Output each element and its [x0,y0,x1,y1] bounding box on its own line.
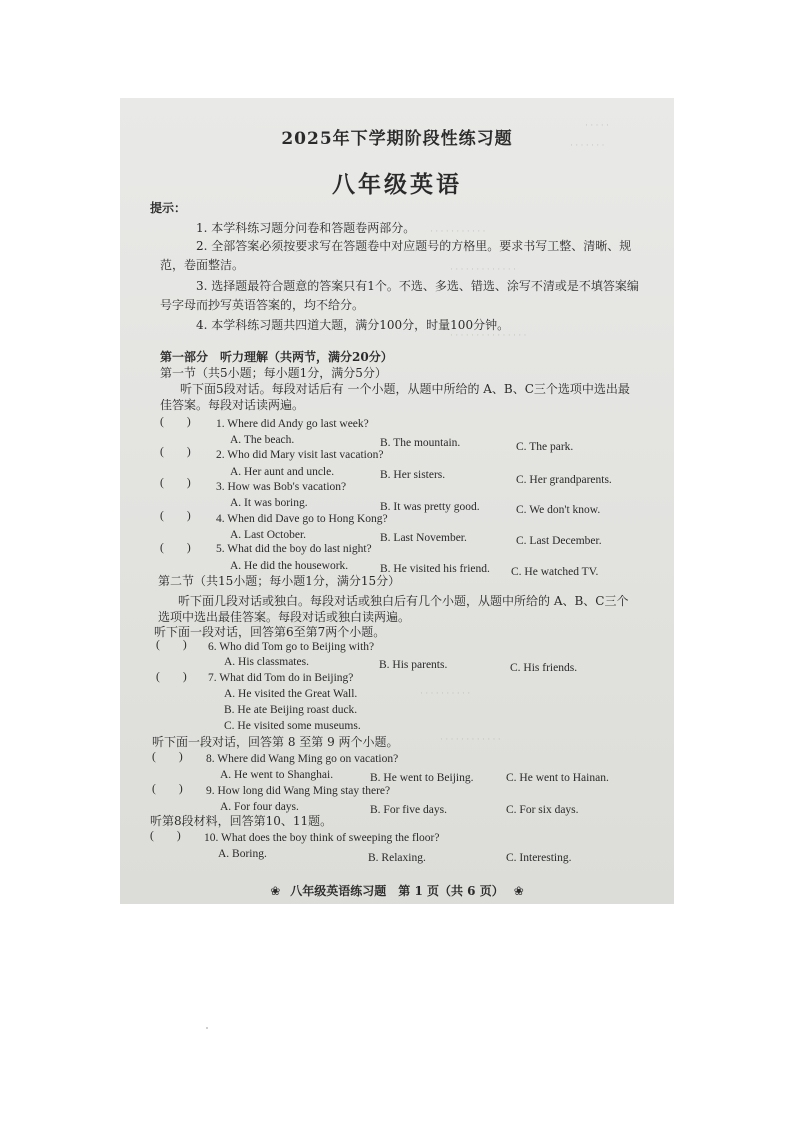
show-through-text: · · · · · · · · · · · [430,226,486,236]
option-a: A. The beach. [230,434,295,446]
question-text: 6. Who did Tom go to Beijing with? [208,641,375,653]
option-b: B. Relaxing. [368,852,426,864]
exam-page [120,98,674,904]
exam-title: 2025年下学期阶段性练习题 [281,129,513,149]
question-text: 4. When did Dave go to Hong Kong? [216,513,388,525]
option-a: A. Last October. [230,529,307,541]
answer-blank: ( ) [156,671,187,683]
question-text: 7. What did Tom do in Beijing? [208,672,354,684]
option-b: B. He visited his friend. [380,563,490,575]
question-text: 8. Where did Wang Ming go on vacation? [206,753,399,765]
tip-line: 4. 本学科练习题共四道大题，满分100分，时量100分钟。 [196,318,510,332]
option-c: C. For six days. [506,804,579,816]
answer-blank: ( ) [160,542,191,554]
option-b: B. His parents. [379,659,448,671]
option-c: C. He went to Hainan. [506,772,609,784]
page-footer [120,882,674,899]
question-text: 3. How was Bob's vacation? [216,481,347,493]
question-text: 5. What did the boy do last night? [216,543,372,555]
answer-blank: ( ) [160,446,191,458]
option-a: A. His classmates. [224,656,309,668]
question-text: 9. How long did Wang Ming stay there? [206,785,391,797]
option-c: C. He visited some museums. [224,720,361,732]
answer-blank: ( ) [152,751,183,763]
answer-blank: ( ) [156,639,187,651]
option-c: C. He watched TV. [511,566,599,578]
question-text: 1. Where did Andy go last week? [216,418,369,430]
tip-line: 2. 全部答案必须按要求写在答题卷中对应题号的方格里。要求书写工整、清晰、规 [196,239,632,253]
option-b: B. He ate Beijing roast duck. [224,704,358,716]
option-a: A. It was boring. [230,497,308,509]
tip-line: 号字母而抄写英语答案的，均不给分。 [160,298,365,312]
option-a: A. He visited the Great Wall. [224,688,358,700]
listening-instruction: 听下面一段对话，回答第 8 至第 9 两个小题。 [152,735,399,749]
option-b: B. He went to Beijing. [370,772,474,784]
answer-blank: ( ) [150,830,181,842]
question-text: 2. Who did Mary visit last vacation? [216,449,384,461]
answer-blank: ( ) [160,477,191,489]
tip-line: 1. 本学科练习题分问卷和答题卷两部分。 [196,221,416,235]
option-b: B. The mountain. [380,437,461,449]
flower-ornament-icon: ❀ [513,884,524,898]
tips-heading: 提示： [150,201,187,215]
option-c: C. Her grandparents. [516,474,612,486]
answer-blank: ( ) [152,783,183,795]
option-c: C. The park. [516,441,574,453]
option-b: B. For five days. [370,804,447,816]
option-c: C. We don't know. [516,504,601,516]
section-heading: 第一节（共5小题；每小题1分，满分5分） [160,366,387,380]
option-a: A. He did the housework. [230,560,349,572]
section-instruction: 佳答案。每段对话读两遍。 [160,398,305,412]
answer-blank: ( ) [160,510,191,522]
option-c: C. His friends. [510,662,578,674]
option-b: B. Last November. [380,532,467,544]
option-a: A. He went to Shanghai. [220,769,334,781]
listening-instruction: 听第8段材料，回答第10、11题。 [150,814,333,828]
show-through-text: · · · · · · · · · · [420,688,471,698]
option-a: A. Boring. [218,848,267,860]
section-instruction: 听下面几段对话或独白。每段对话或独白后有几个小题，从题中所给的 A、B、C三个 [178,594,629,608]
section-heading: 第二节（共15小题；每小题1分，满分15分） [158,574,401,588]
show-through-text: · · · · · · · · · · · · · [450,264,516,274]
listening-instruction: 听下面一段对话，回答第6至第7两个小题。 [154,625,386,639]
option-b: B. It was pretty good. [380,501,480,513]
section-instruction: 听下面5段对话。每段对话后有 一个小题，从题中所给的 A、B、C三个选项中选出最 [180,382,630,396]
tip-line: 范，卷面整洁。 [160,258,245,272]
speck [206,1027,208,1029]
exam-subtitle: 八年级英语 [332,171,462,198]
show-through-text: · · · · · [585,120,609,130]
option-b: B. Her sisters. [380,469,446,481]
flower-ornament-icon: ❀ [270,884,281,898]
show-through-text: · · · · · · · [570,140,605,150]
option-c: C. Interesting. [506,852,572,864]
answer-blank: ( ) [160,416,191,428]
section-instruction: 选项中选出最佳答案。每段对话或独白读两遍。 [158,610,411,624]
show-through-text: · · · · · · · · · · · · [440,734,501,744]
footer-text: 八年级英语练习题 第 1 页（共 6 页） [290,884,504,898]
tip-line: 3. 选择题最符合题意的答案只有1个。不选、多选、错选、涂写不清或是不填答案编 [196,279,639,293]
question-text: 10. What does the boy think of sweeping the floor? [204,832,440,844]
option-a: A. For four days. [220,801,299,813]
option-a: A. Her aunt and uncle. [230,466,335,478]
show-through-text: · · · · · · · · · · · · · · · [450,330,527,340]
option-c: C. Last December. [516,535,602,547]
part-heading: 第一部分 听力理解（共两节，满分20分） [160,350,393,364]
